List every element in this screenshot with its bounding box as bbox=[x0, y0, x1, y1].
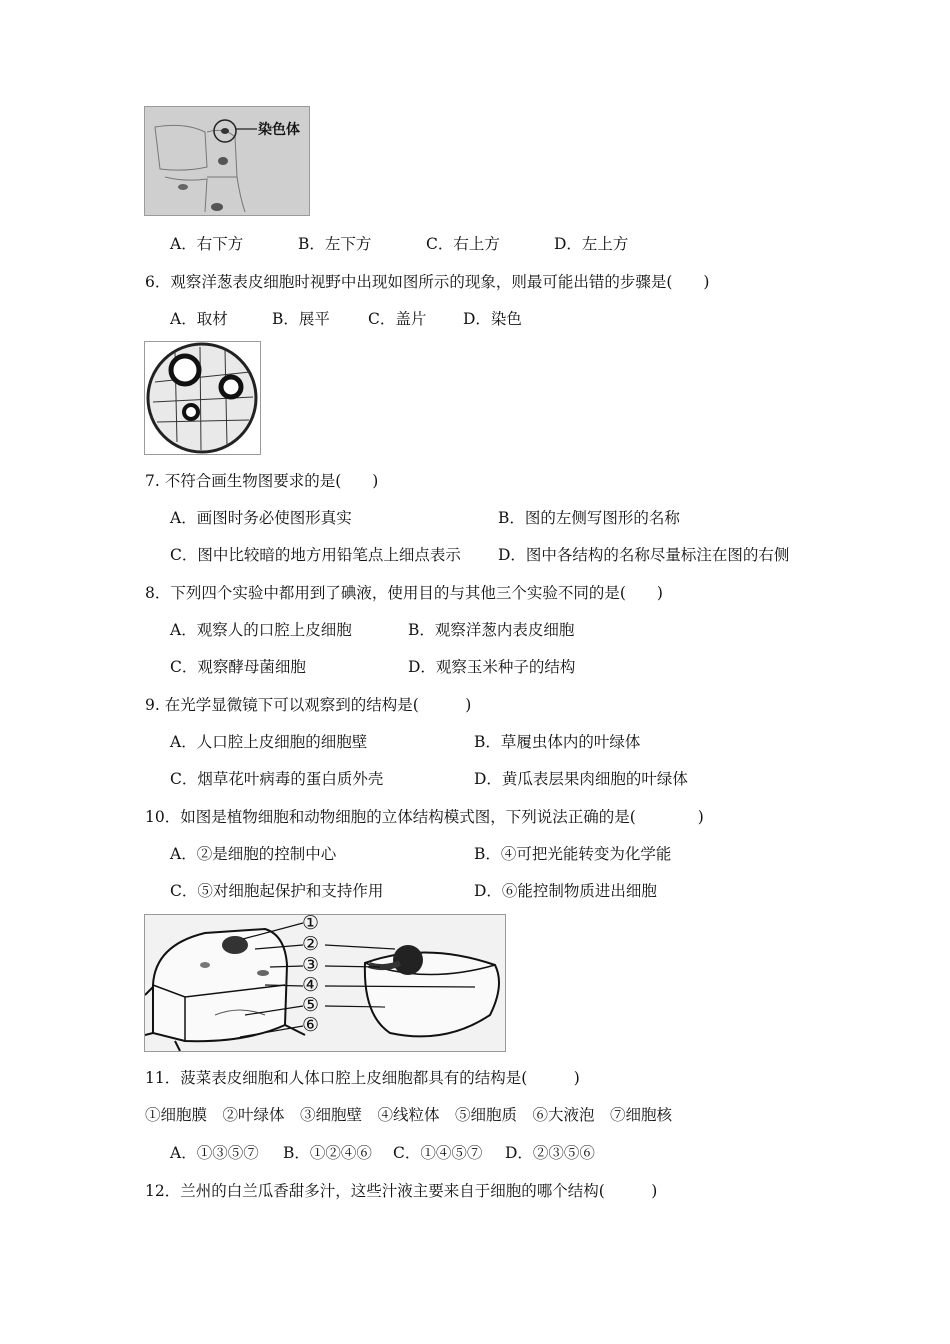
q6-option-a[interactable]: A．取材 bbox=[170, 310, 228, 328]
plant-animal-cell-diagram bbox=[144, 914, 506, 1052]
q11-option-a[interactable]: A．①③⑤⑦ bbox=[170, 1144, 259, 1162]
chromosome-micrograph bbox=[144, 106, 310, 216]
q6-option-b[interactable]: B．展平 bbox=[272, 310, 330, 328]
q6-option-c[interactable]: C．盖片 bbox=[368, 310, 427, 328]
q9-option-c[interactable]: C．烟草花叶病毒的蛋白质外壳 bbox=[170, 770, 384, 788]
q8-option-d[interactable]: D．观察玉米种子的结构 bbox=[408, 658, 576, 676]
q11-option-c[interactable]: C．①④⑤⑦ bbox=[393, 1144, 483, 1162]
q11-stem: 11．菠菜表皮细胞和人体口腔上皮细胞都具有的结构是( ) bbox=[145, 1069, 580, 1087]
q8-option-c[interactable]: C．观察酵母菌细胞 bbox=[170, 658, 306, 676]
q10-option-d[interactable]: D．⑥能控制物质进出细胞 bbox=[474, 882, 657, 900]
q7-option-c[interactable]: C．图中比较暗的地方用铅笔点上细点表示 bbox=[170, 546, 461, 564]
q9-option-b[interactable]: B．草履虫体内的叶绿体 bbox=[474, 733, 641, 751]
cell-label-2: ② bbox=[302, 933, 320, 955]
q8-option-b[interactable]: B．观察洋葱内表皮细胞 bbox=[408, 621, 575, 639]
q11-option-d[interactable]: D．②③⑤⑥ bbox=[505, 1144, 595, 1162]
q7-option-d[interactable]: D．图中各结构的名称尽量标注在图的右侧 bbox=[498, 546, 790, 564]
onion-cells-bubbles-image bbox=[144, 341, 261, 455]
q6-stem: 6．观察洋葱表皮细胞时视野中出现如图所示的现象，则最可能出错的步骤是( ) bbox=[145, 273, 710, 291]
q7-stem: 7. 不符合画生物图要求的是( ) bbox=[145, 472, 379, 490]
q10-option-a[interactable]: A．②是细胞的控制中心 bbox=[170, 845, 337, 863]
cell-label-4: ④ bbox=[302, 974, 320, 996]
q9-option-a[interactable]: A．人口腔上皮细胞的细胞壁 bbox=[170, 733, 368, 751]
q7-option-b[interactable]: B．图的左侧写图形的名称 bbox=[498, 509, 680, 527]
q8-option-a[interactable]: A．观察人的口腔上皮细胞 bbox=[170, 621, 352, 639]
q8-stem: 8．下列四个实验中都用到了碘液，使用目的与其他三个实验不同的是( ) bbox=[145, 584, 663, 602]
q5-option-b[interactable]: B．左下方 bbox=[298, 235, 372, 253]
cell-label-1: ① bbox=[302, 912, 320, 934]
chromosome-label: 染色体 bbox=[258, 122, 300, 138]
q12-stem: 12．兰州的白兰瓜香甜多汁，这些汁液主要来自于细胞的哪个结构( ) bbox=[145, 1182, 658, 1200]
q5-option-c[interactable]: C．右上方 bbox=[426, 235, 500, 253]
q7-option-a[interactable]: A．画图时务必使图形真实 bbox=[170, 509, 352, 527]
cell-label-3: ③ bbox=[302, 954, 320, 976]
cell-label-6: ⑥ bbox=[302, 1014, 320, 1036]
q9-stem: 9. 在光学显微镜下可以观察到的结构是( ) bbox=[145, 696, 472, 714]
q10-option-b[interactable]: B．④可把光能转变为化学能 bbox=[474, 845, 672, 863]
q11-option-b[interactable]: B．①②④⑥ bbox=[283, 1144, 372, 1162]
q11-list: ①细胞膜 ②叶绿体 ③细胞壁 ④线粒体 ⑤细胞质 ⑥大液泡 ⑦细胞核 bbox=[145, 1106, 673, 1124]
q6-option-d[interactable]: D．染色 bbox=[463, 310, 522, 328]
q9-option-d[interactable]: D．黄瓜表层果肉细胞的叶绿体 bbox=[474, 770, 688, 788]
q5-option-d[interactable]: D．左上方 bbox=[554, 235, 629, 253]
q5-option-a[interactable]: A．右下方 bbox=[170, 235, 244, 253]
q10-option-c[interactable]: C．⑤对细胞起保护和支持作用 bbox=[170, 882, 384, 900]
q10-stem: 10．如图是植物细胞和动物细胞的立体结构模式图，下列说法正确的是( ) bbox=[145, 808, 704, 826]
cell-label-5: ⑤ bbox=[302, 994, 320, 1016]
